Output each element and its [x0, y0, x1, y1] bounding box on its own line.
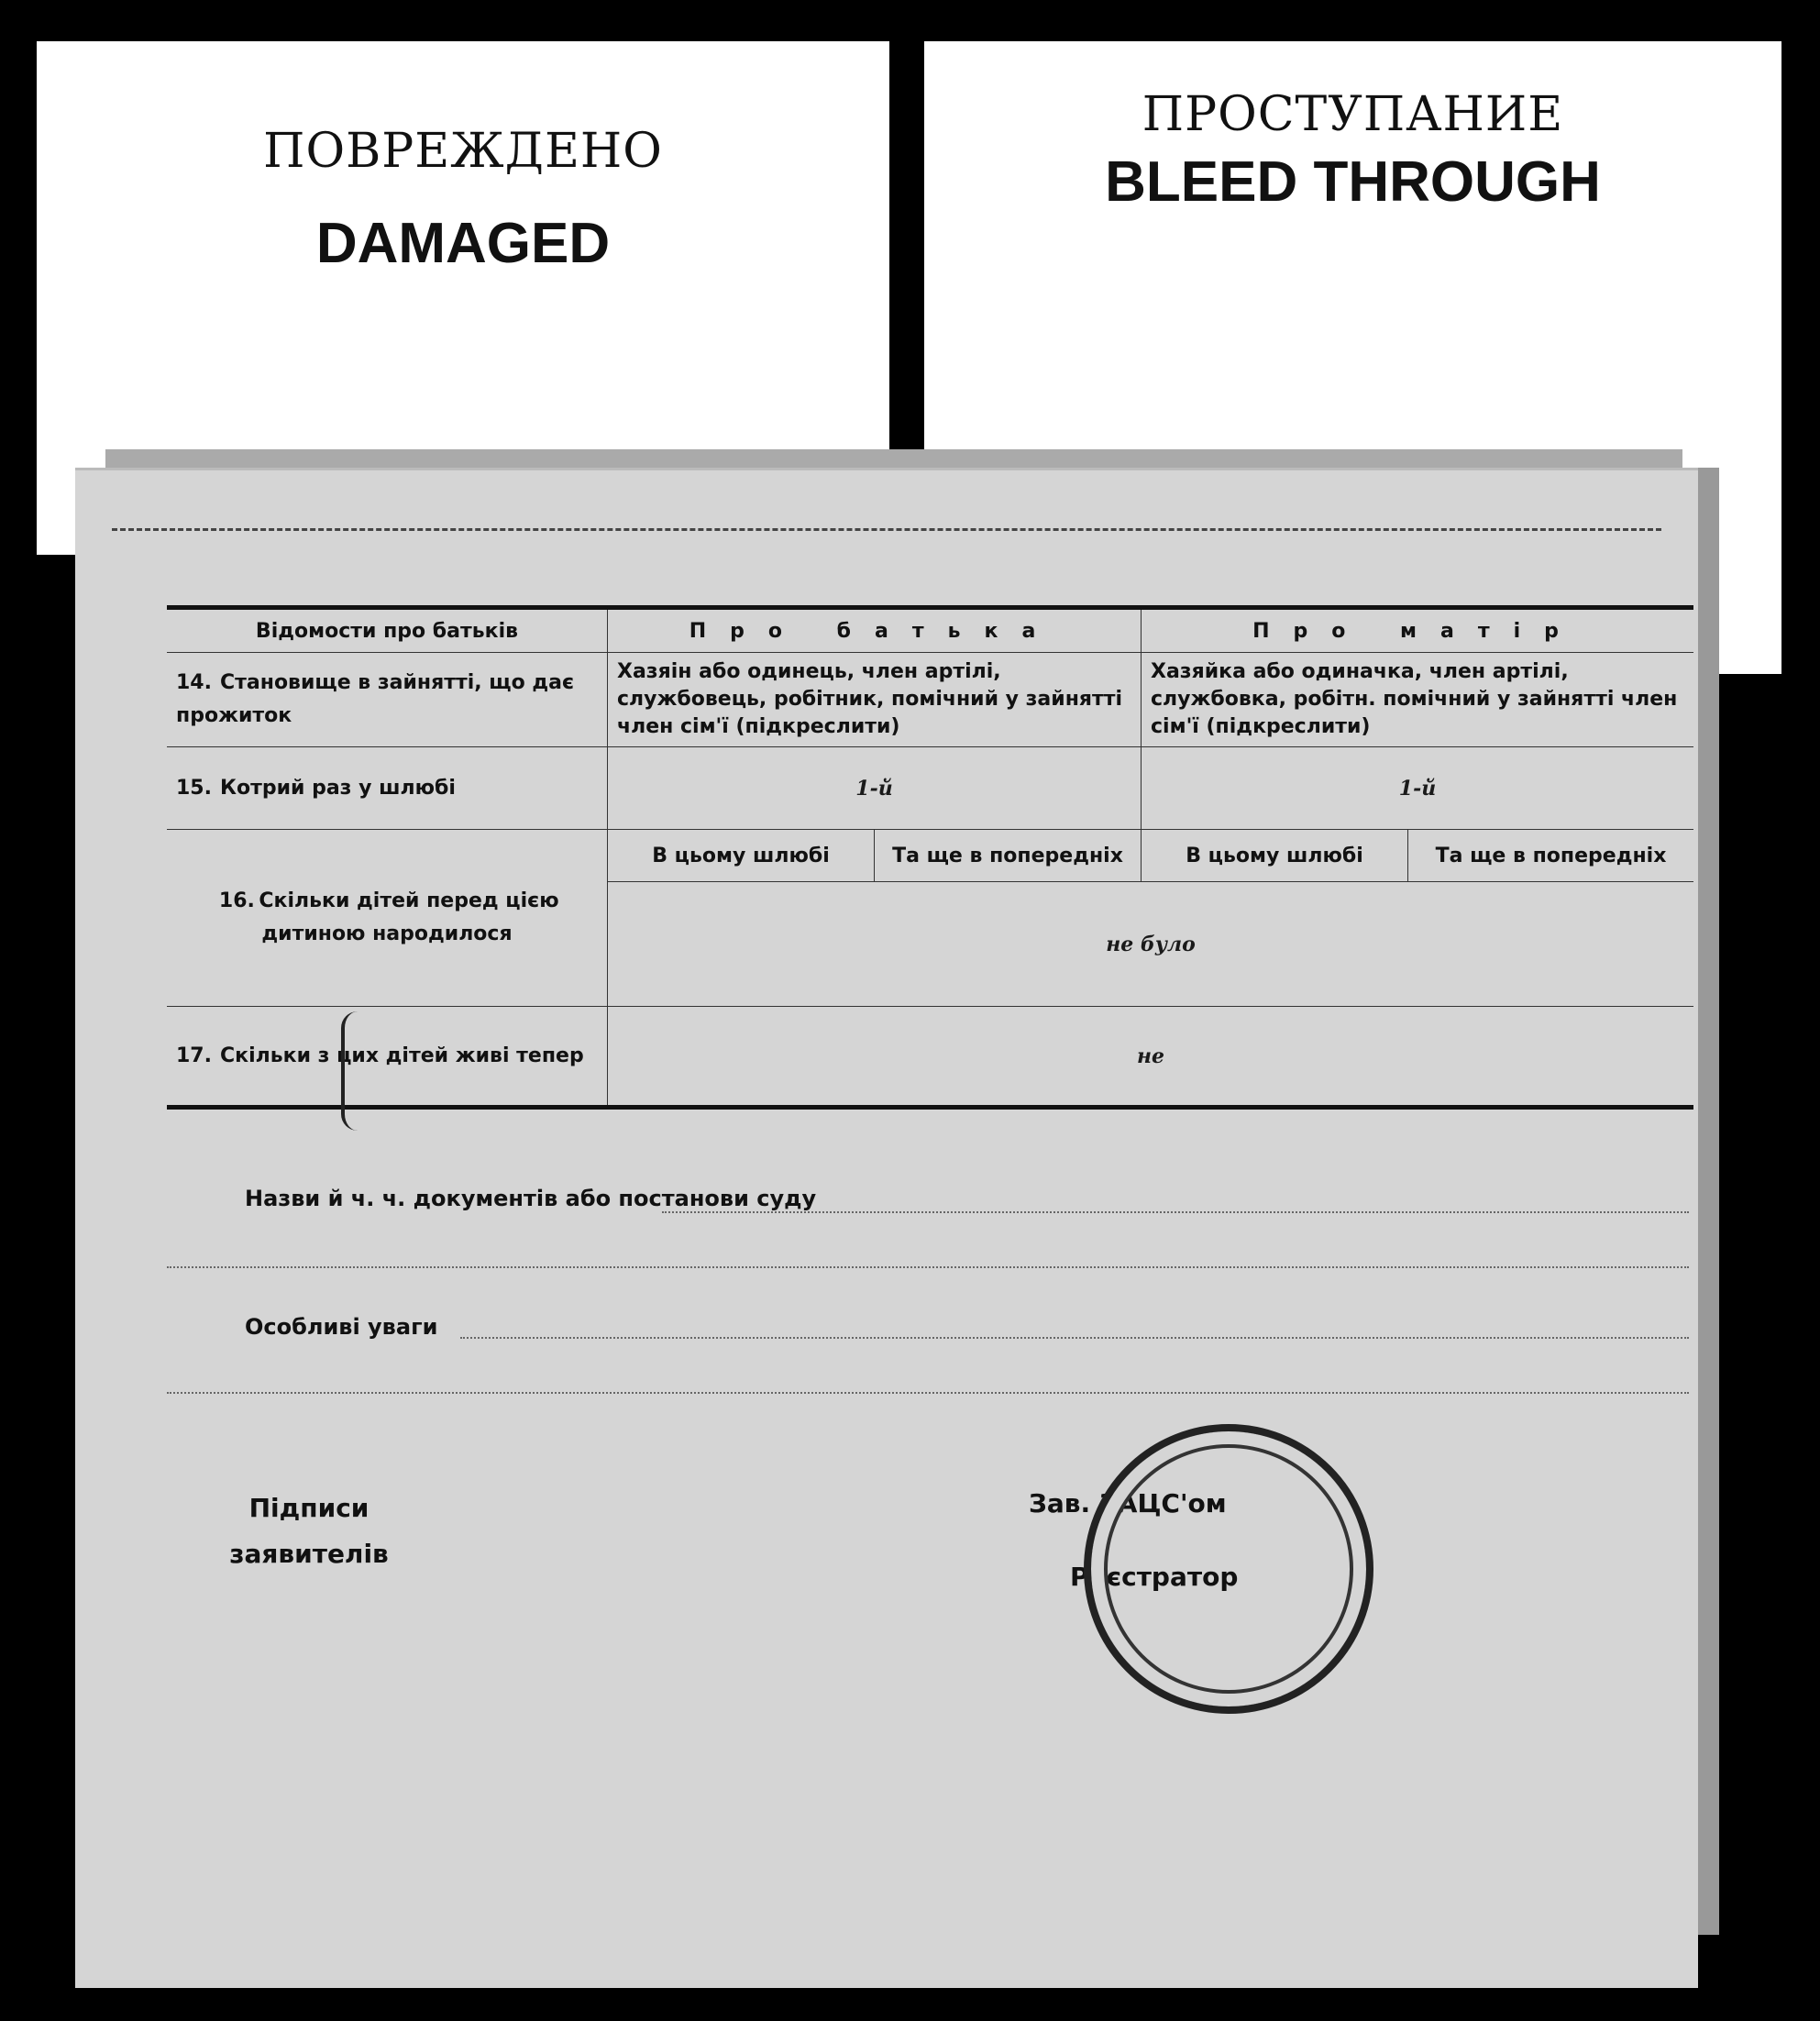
header-mother: Про матір	[1142, 608, 1694, 653]
q14-father-options: Хазяін або одинець, член артілі, службовець, робітник, помічний у зайнятті член сім'ї (підкреслити)	[608, 653, 1142, 747]
q14-number: 14.	[176, 671, 212, 694]
q17-label: Скільки з цих дітей живі тепер	[220, 1044, 584, 1067]
q14-label-cell	[167, 653, 608, 747]
official-round-stamp	[1084, 1424, 1373, 1714]
form-page	[75, 468, 1698, 1988]
sub-father-previous: Та ще в попередніх	[875, 830, 1142, 882]
applicant-signature-1	[428, 1474, 447, 1542]
table-header-row	[167, 608, 1693, 653]
row-14	[167, 653, 1693, 747]
q15-number: 15.	[176, 776, 212, 800]
sub-mother-previous: Та ще в попередніх	[1408, 830, 1694, 882]
signature-brace	[341, 1011, 372, 1131]
bleed-through-banner-ru: ПРОСТУПАНИЕ	[1142, 87, 1564, 142]
documents-line-2	[167, 1266, 1689, 1268]
notes-line-2	[167, 1392, 1689, 1394]
perforation-line	[112, 528, 1661, 531]
sub-father-this: В цьому шлюбі	[608, 830, 875, 882]
header-father: Про батька	[608, 608, 1142, 653]
notes-line	[460, 1337, 1689, 1339]
head-registry-label: Зав. ЗАЦС'ом	[1029, 1488, 1227, 1519]
applicants-label-2: заявителів	[229, 1539, 389, 1569]
q17-number: 17.	[176, 1044, 212, 1067]
notes-field-label: Особливі уваги	[245, 1314, 438, 1340]
sub-mother-this: В цьому шлюбі	[1142, 830, 1408, 882]
q17-answer: не	[608, 1007, 1694, 1108]
damaged-banner-en: DAMAGED	[315, 212, 611, 275]
documents-field-label: Назви й ч. ч. документів або постанови суду	[245, 1186, 817, 1211]
q16-label-cell	[167, 830, 608, 1007]
q15-label: Котрий раз у шлюбі	[220, 776, 456, 800]
row-15	[167, 747, 1693, 830]
q15-label-cell	[167, 747, 608, 830]
subheader-row	[167, 830, 1693, 882]
q15-father-answer: 1-й	[608, 747, 1142, 830]
documents-line	[662, 1211, 1689, 1213]
header-parents-info: Відомости про батьків	[167, 608, 608, 653]
damaged-banner-ru: ПОВРЕЖДЕНО	[263, 124, 663, 179]
q16-answer: не було	[608, 882, 1694, 1007]
q14-mother-options: Хазяйка або одиначка, член артілі, службовка, робітн. помічний у зайнятті член сім'ї (підкреслити)	[1142, 653, 1694, 747]
row-17	[167, 1007, 1693, 1108]
registrar-label: Реєстратор	[1070, 1562, 1239, 1592]
bleed-through-banner-en: BLEED THROUGH	[1105, 150, 1601, 214]
q16-number: 16.	[218, 889, 255, 912]
q15-mother-answer: 1-й	[1142, 747, 1694, 830]
parents-info-table	[167, 605, 1693, 1110]
q16-label: Скільки дітей перед цією дитиною народилося	[259, 889, 559, 945]
q14-label: Становище в зайнятті, що дає прожиток	[176, 671, 575, 727]
applicants-label-1: Підписи	[248, 1493, 370, 1523]
q17-label-cell	[167, 1007, 608, 1108]
